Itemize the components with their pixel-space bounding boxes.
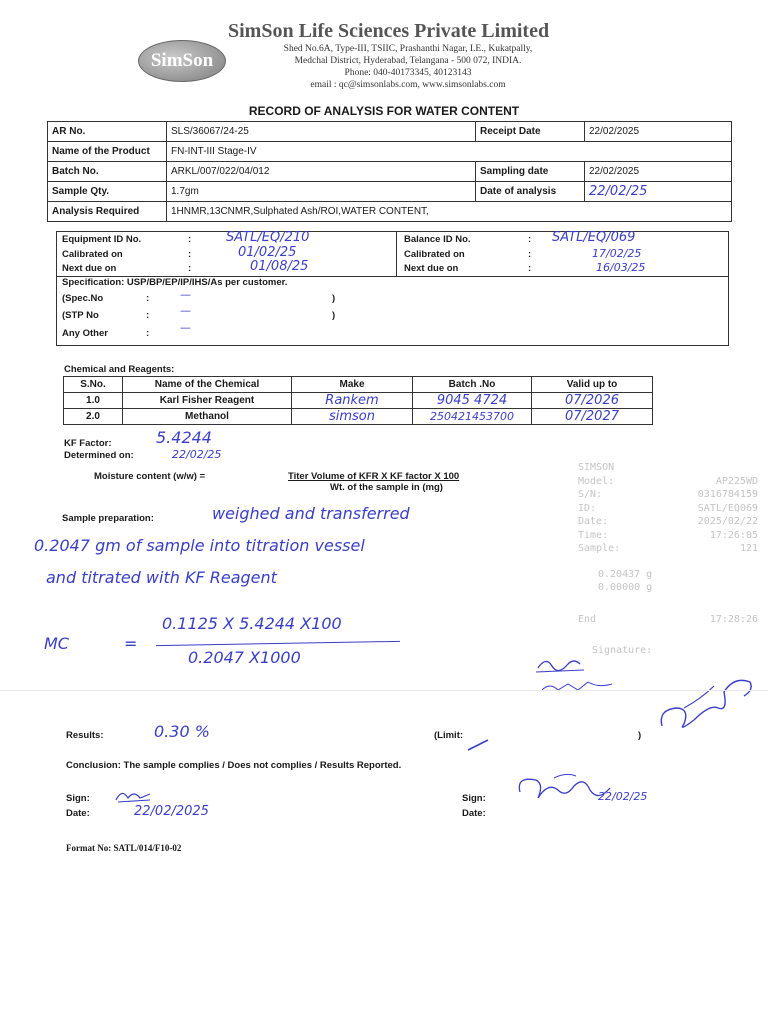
printout-model-label: Model: bbox=[578, 475, 615, 487]
company-logo bbox=[138, 40, 226, 82]
bal-next-due-colon: : bbox=[528, 263, 532, 274]
chem-batch: 9045 4724 bbox=[436, 393, 508, 408]
printout-model: AP225WD bbox=[715, 475, 758, 487]
next-due-label: Next due on bbox=[62, 263, 117, 274]
chem-batch: 250421453700 bbox=[430, 410, 514, 423]
printout-sample: 121 bbox=[739, 543, 758, 554]
product-value: FN-INT-III Stage-IV bbox=[167, 142, 732, 162]
calc-fraction-line bbox=[156, 641, 400, 646]
receipt-date-value: 22/02/2025 bbox=[585, 122, 732, 142]
chem-header-make: Make bbox=[292, 377, 413, 393]
kf-determined-value: 22/02/25 bbox=[172, 448, 222, 461]
limit-close: ) bbox=[638, 730, 642, 741]
qty-label: Sample Qty. bbox=[48, 182, 167, 202]
printout-signature-label: Signature: bbox=[592, 645, 653, 656]
printout-model-row bbox=[578, 476, 764, 490]
address-line-1: Shed No.6A, Type-III, TSIIC, Prashanthi Nagar, I.E., Kukatpally, bbox=[283, 44, 533, 54]
email-line: email : qc@simsonlabs.com, www.simsonlabs.com bbox=[310, 80, 506, 90]
printout-sn-row bbox=[578, 489, 764, 503]
moisture-formula-label: Moisture content (w/w) = bbox=[94, 471, 206, 482]
kf-factor-label: KF Factor: bbox=[64, 438, 112, 449]
chem-batch-cell bbox=[413, 409, 532, 425]
printout-end-label: End bbox=[578, 613, 597, 625]
sign-label-right: Sign: bbox=[462, 793, 486, 804]
printout-date-label: Date: bbox=[578, 516, 609, 527]
stp-no-dash: — bbox=[180, 304, 191, 317]
calibrated-label: Calibrated on bbox=[62, 249, 123, 260]
reviewer-signature bbox=[654, 668, 764, 738]
results-value: 0.30 % bbox=[154, 722, 210, 741]
chem-header-name: Name of the Chemical bbox=[123, 377, 292, 393]
chem-sno: 2.0 bbox=[64, 409, 123, 425]
printout-brand: SIMSON bbox=[578, 462, 615, 473]
chem-row bbox=[64, 393, 653, 409]
chem-name: Karl Fisher Reagent bbox=[123, 393, 292, 409]
batch-label: Batch No. bbox=[48, 162, 167, 182]
printout-sn-label: S/N: bbox=[578, 489, 603, 500]
bal-calibrated-label: Calibrated on bbox=[404, 249, 465, 260]
balance-id-label: Balance ID No. bbox=[404, 234, 471, 245]
sign-date-right: 22/02/25 bbox=[598, 790, 648, 803]
equip-id-value: SATL/EQ/210 bbox=[226, 230, 310, 245]
printout-id: SATL/EQ069 bbox=[697, 502, 758, 514]
chem-header-valid: Valid up to bbox=[532, 377, 653, 393]
company-name: SimSon Life Sciences Private Limited bbox=[228, 20, 550, 42]
specification-label: Specification: USP/BP/EP/IP/IHS/As per customer. bbox=[62, 277, 288, 288]
balance-id-value: SATL/EQ/069 bbox=[552, 230, 636, 245]
sign-date-left: 22/02/2025 bbox=[134, 804, 209, 819]
chem-header-batch: Batch .No bbox=[413, 377, 532, 393]
stp-no-label: (STP No bbox=[62, 310, 99, 321]
ar-no-value: SLS/36067/24-25 bbox=[167, 122, 476, 142]
chem-batch-cell bbox=[413, 393, 532, 409]
logo-text: SimSon bbox=[150, 50, 214, 71]
analysis-required-value: 1HNMR,13CNMR,Sulphated Ash/ROI,WATER CONTENT, bbox=[167, 202, 732, 222]
chem-make: simson bbox=[328, 409, 375, 424]
spec-no-label: (Spec.No bbox=[62, 293, 104, 304]
printout-time-row bbox=[578, 530, 764, 544]
calibrated-value: 01/02/25 bbox=[238, 245, 297, 260]
any-other-label: Any Other bbox=[62, 328, 108, 339]
kf-factor-value: 5.4244 bbox=[156, 428, 212, 447]
date-label-left: Date: bbox=[66, 808, 90, 819]
bal-calibrated-value: 17/02/25 bbox=[592, 247, 642, 260]
equip-id-colon: : bbox=[188, 234, 192, 245]
chemicals-table bbox=[63, 376, 653, 425]
formula-denominator: Wt. of the sample in (mg) bbox=[330, 482, 443, 493]
format-number: Format No: SATL/014/F10-02 bbox=[66, 843, 182, 853]
results-label: Results: bbox=[66, 730, 104, 741]
printout-time-label: Time: bbox=[578, 529, 609, 541]
batch-value: ARKL/007/022/04/012 bbox=[167, 162, 476, 182]
next-due-colon: : bbox=[188, 263, 192, 274]
sample-info-table bbox=[47, 121, 732, 222]
stp-no-colon: : bbox=[146, 310, 150, 321]
printout-date: 2025/02/22 bbox=[697, 516, 758, 527]
sampling-date-label: Sampling date bbox=[476, 162, 585, 182]
spec-no-colon: : bbox=[146, 293, 150, 304]
printout-sn: 0316784159 bbox=[697, 489, 758, 500]
chem-row bbox=[64, 409, 653, 425]
sample-prep-label: Sample preparation: bbox=[62, 513, 154, 524]
equip-id-label: Equipment ID No. bbox=[62, 234, 142, 245]
sign-label-left: Sign: bbox=[66, 793, 90, 804]
address-line-2: Medchal District, Hyderabad, Telangana - 500 072, INDIA. bbox=[294, 56, 522, 66]
next-due-value: 01/08/25 bbox=[250, 259, 309, 274]
ar-no-label: AR No. bbox=[48, 122, 167, 142]
stp-no-close: ) bbox=[332, 310, 336, 321]
equipment-col-divider bbox=[396, 231, 397, 276]
document-title: RECORD OF ANALYSIS FOR WATER CONTENT bbox=[248, 104, 520, 118]
spec-no-dash: — bbox=[180, 288, 191, 301]
sample-prep-line-1: weighed and transferred bbox=[212, 504, 410, 523]
printout-sample-row bbox=[578, 543, 764, 557]
conclusion-text: Conclusion: The sample complies / Does not complies / Results Reported. bbox=[66, 760, 402, 771]
printout-end-time: 17:28:26 bbox=[709, 613, 758, 625]
analysis-date-cell bbox=[585, 182, 732, 202]
chem-header-sno: S.No. bbox=[64, 377, 123, 393]
calc-numerator: 0.1125 X 5.4244 X100 bbox=[162, 614, 342, 633]
balance-id-colon: : bbox=[528, 234, 532, 245]
bal-next-due-label: Next due on bbox=[404, 263, 459, 274]
phone-line: Phone: 040-40173345, 40123143 bbox=[344, 68, 472, 78]
printout-time: 17:26:05 bbox=[709, 529, 758, 541]
bal-calibrated-colon: : bbox=[528, 249, 532, 260]
any-other-colon: : bbox=[146, 328, 150, 339]
chemicals-section-label: Chemical and Reagents: bbox=[64, 364, 175, 375]
sample-prep-line-2: 0.2047 gm of sample into titration vessel bbox=[34, 536, 365, 555]
kf-determined-label: Determined on: bbox=[64, 450, 134, 461]
calibrated-colon: : bbox=[188, 249, 192, 260]
printout-reading-1: 0.20437 g bbox=[598, 568, 653, 580]
chem-name: Methanol bbox=[123, 409, 292, 425]
analysis-required-label: Analysis Required bbox=[48, 202, 167, 222]
chem-make: Rankem bbox=[325, 393, 379, 408]
product-label: Name of the Product bbox=[48, 142, 167, 162]
receipt-date-label: Receipt Date bbox=[476, 122, 585, 142]
chem-valid-cell bbox=[532, 409, 653, 425]
sampling-date-value: 22/02/2025 bbox=[585, 162, 732, 182]
chem-valid-cell bbox=[532, 393, 653, 409]
bal-next-due-value: 16/03/25 bbox=[596, 261, 646, 274]
any-other-dash: — bbox=[180, 321, 191, 334]
analysis-date-label: Date of analysis bbox=[476, 182, 585, 202]
limit-label: (Limit: bbox=[434, 730, 464, 741]
chem-sno: 1.0 bbox=[64, 393, 123, 409]
qty-value: 1.7gm bbox=[167, 182, 476, 202]
analyst-signature bbox=[528, 652, 628, 698]
spec-no-close: ) bbox=[332, 293, 336, 304]
formula-numerator: Titer Volume of KFR X KF factor X 100 bbox=[288, 471, 460, 482]
fold-line bbox=[0, 690, 768, 691]
calc-denominator: 0.2047 X1000 bbox=[188, 648, 301, 667]
printout-end-row bbox=[578, 614, 764, 628]
chem-make-cell bbox=[292, 409, 413, 425]
printout-id-row bbox=[578, 503, 764, 517]
chem-make-cell bbox=[292, 393, 413, 409]
calc-equals: = bbox=[124, 634, 138, 653]
chem-valid: 07/2027 bbox=[564, 409, 619, 424]
analysis-date-value: 22/02/25 bbox=[589, 184, 648, 199]
calc-mc: MC bbox=[44, 634, 69, 653]
chem-valid: 07/2026 bbox=[564, 393, 619, 408]
printout-id-label: ID: bbox=[578, 502, 597, 514]
limit-tick-mark bbox=[466, 738, 492, 754]
printout-sample-label: Sample: bbox=[578, 543, 621, 554]
date-label-right: Date: bbox=[462, 808, 486, 819]
sample-prep-line-3: and titrated with KF Reagent bbox=[46, 568, 277, 587]
printout-date-row bbox=[578, 516, 764, 530]
printout-reading-2: 0.00000 g bbox=[598, 582, 653, 593]
